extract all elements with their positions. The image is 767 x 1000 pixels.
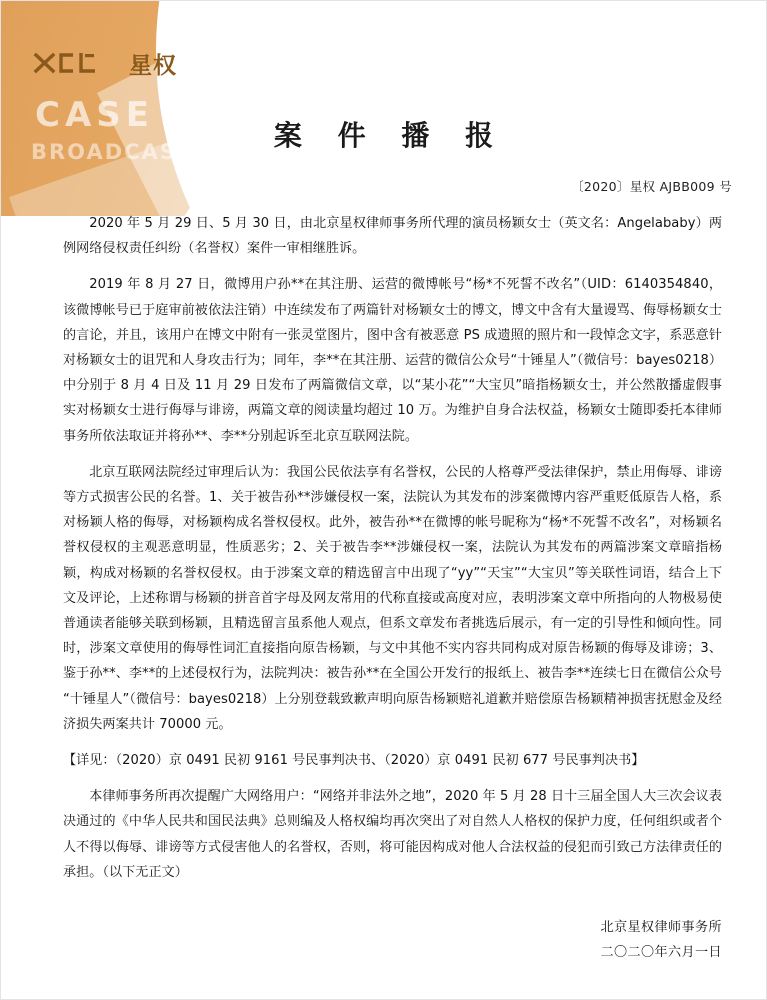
firm-logo-text: 星权 bbox=[129, 52, 177, 78]
watermark-broadcast: BROADCAST bbox=[31, 140, 194, 164]
page-title: 案 件 播 报 bbox=[273, 119, 507, 152]
closing-paragraph: 本律师事务所再次提醒广大网络用户：“网络并非法外之地”，2020 年 5 月 28 日十三届全国人大三次会议表决通过的《中华人民共和国民法典》总则编及人格权编均再次突出了对自然人人格权的保护力度，任何组织或者个人不得以侮辱、诽谤等方式侵害他人的名誉权，否则，将可能因构成对他人合法权益的侵犯而引致己方法律责任的承担。（以下无正文） bbox=[63, 789, 722, 880]
document-number: 〔2020〕星权 AJBB009 号 bbox=[571, 179, 732, 194]
xcl-logo-mark-icon bbox=[33, 50, 121, 81]
watermark-case: CASE bbox=[35, 95, 154, 135]
signature-date: 二〇二〇年六月一日 bbox=[600, 945, 722, 960]
signature-firm: 北京星权律师事务所 bbox=[600, 920, 722, 935]
signature-block bbox=[601, 915, 722, 965]
body-paragraph-3: 北京互联网法院经过审理后认为：我国公民依法享有名誉权，公民的人格尊严受法律保护，禁止用侮辱、诽谤等方式损害公民的名誉。1、关于被告孙**涉嫌侵权一案，法院认为其发布的涉案微博内容严重贬低原告人格，系对杨颖人格的侮辱，对杨颖构成名誉权侵权。此外，被告孙**在微博的帐号昵称为“杨*不死誓不改名”，对杨颖名誉权侵权的主观恶意明显，性质恶劣；2、关于被告李**涉嫌侵权一案，法院认为其发布的两篇涉案文章暗指杨颖，构成对杨颖的名誉权侵权。由于涉案文章的精选留言中出现了“yy”“天宝”“大宝贝”等关联性词语，结合上下文及评论，上述称谓与杨颖的拼音首字母及网友常用的代称直接或高度对应，表明涉案文章中所指向的人物极易使普通读者能够关联到杨颖，且精选留言虽系他人观点，但系文章发布者挑选后展示，有一定的引导性和倾向性。同时，涉案文章使用的侮辱性词汇直接指向原告杨颖，与文中其他不实内容共同构成对原告杨颖的侮辱及诽谤；3、鉴于孙**、李**的上述侵权行为，法院判决：被告孙**在全国公开发行的报纸上、被告李**连续七日在微信公众号“十锤星人”（微信号：bayes0218）上分别登载致歉声明向原告杨颖赔礼道歉并赔偿原告杨颖精神损害抚慰金及经济损失两案共计 70000 元。 bbox=[63, 464, 722, 732]
firm-logo bbox=[33, 50, 177, 81]
case-reference-note: 【详见：（2020）京 0491 民初 9161 号民事判决书、（2020）京 0491 民初 677 号民事判决书】 bbox=[63, 753, 645, 769]
document-body bbox=[63, 211, 722, 896]
body-paragraph-1: 2020 年 5 月 29 日、5 月 30 日，由北京星权律师事务所代理的演员杨颖女士（英文名：Angelababy）两例网络侵权责任纠纷（名誉权）案件一审相继胜诉。 bbox=[63, 216, 722, 257]
body-paragraph-2: 2019 年 8 月 27 日，微博用户孙**在其注册、运营的微博帐号“杨*不死誓不改名”（UID：6140354840，该微博帐号已于庭审前被依法注销）中连续发布了两篇针对杨颖女士的博文，博文中含有大量谩骂、侮辱杨颖女士的言论，并且，该用户在博文中附有一张灵堂图片，图中含有被恶意 PS 成遗照的照片和一段悼念文字，系恶意针对杨颖女士的诅咒和人身攻击行为；同年，李**在其注册、运营的微信公众号“十锤星人”（微信号：bayes0218）中分别于 8 月 4 日及 11 月 29 日发布了两篇微信文章，以“某小花”“大宝贝”暗指杨颖女士，并公然散播虚假事实对杨颖女士进行侮辱与诽谤，两篇文章的阅读量均超过 10 万。为维护自身合法权益，杨颖女士随即委托本律师事务所依法取证并将孙**、李**分别起诉至北京互联网法院。 bbox=[63, 277, 722, 444]
